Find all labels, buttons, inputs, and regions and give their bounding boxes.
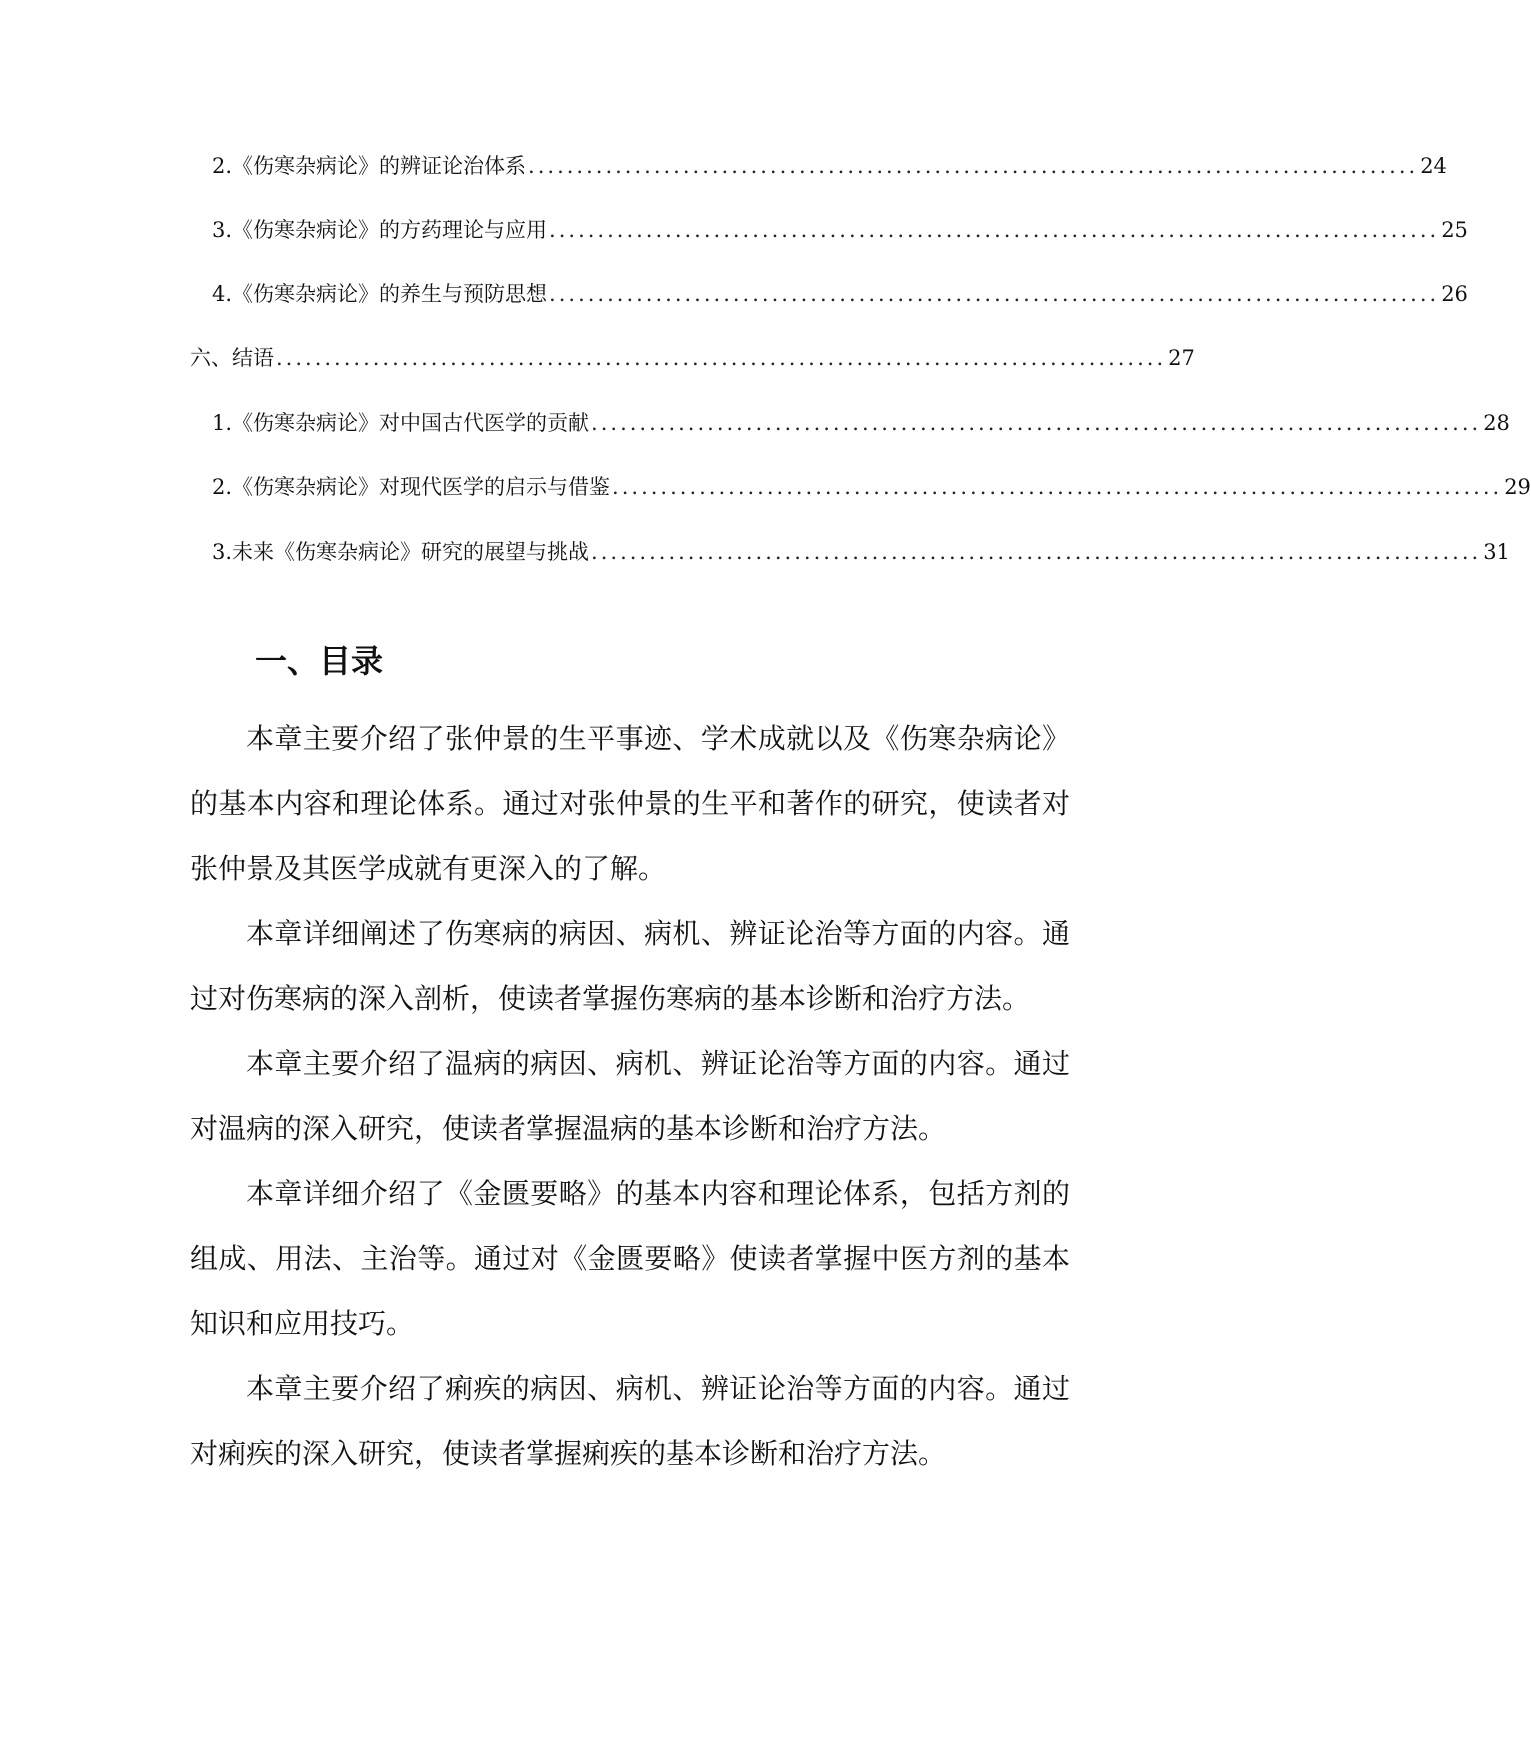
body-paragraph: 本章主要介绍了温病的病因、病机、辨证论治等方面的内容。通过对温病的深入研究，使读者掌握温病的基本诊断和治疗方法。: [190, 1047, 1070, 1145]
toc-entry[interactable]: [212, 150, 1447, 186]
toc-entry-page: 25: [1441, 218, 1468, 242]
toc-entry-title: 《伤寒杂病论》的养生与预防思想: [232, 282, 548, 306]
section-heading: 一、目录: [255, 642, 384, 680]
toc-entry[interactable]: [212, 407, 1510, 443]
toc-entry-title: 《伤寒杂病论》对现代医学的启示与借鉴: [232, 475, 611, 499]
section-body: [190, 706, 1070, 1486]
toc-entry-number: 3.: [212, 540, 233, 564]
toc-entry-title: 《伤寒杂病论》对中国古代医学的贡献: [232, 411, 590, 435]
toc-entry-number: 2.: [212, 475, 233, 499]
toc-entry[interactable]: [212, 471, 1531, 507]
toc-entry-number: 4.: [212, 282, 233, 306]
toc-entry-chapter[interactable]: [190, 342, 1195, 378]
toc-entry-number: 2.: [212, 154, 233, 178]
body-paragraph: 本章详细阐述了伤寒病的病因、病机、辨证论治等方面的内容。通过对伤寒病的深入剖析，使读者掌握伤寒病的基本诊断和治疗方法。: [190, 917, 1070, 1015]
toc-dot-leader: ............................................................................................: [276, 346, 1167, 370]
toc-entry[interactable]: [212, 214, 1468, 250]
toc-entry-page: 31: [1483, 540, 1510, 564]
toc-entry-page: 24: [1420, 154, 1447, 178]
toc-dot-leader: ............................................................................................: [549, 218, 1440, 242]
toc-dot-leader: ............................................................................................: [612, 475, 1503, 499]
toc-dot-leader: ............................................................................................: [591, 411, 1482, 435]
toc-entry-page: 27: [1168, 346, 1195, 370]
body-paragraph: 本章详细介绍了《金匮要略》的基本内容和理论体系，包括方剂的组成、用法、主治等。通过对《金匮要略》使读者掌握中医方剂的基本知识和应用技巧。: [190, 1177, 1070, 1340]
toc-entry-number: 1.: [212, 411, 233, 435]
toc-entry-title: 未来《伤寒杂病论》研究的展望与挑战: [232, 540, 590, 564]
body-paragraph: 本章主要介绍了张仲景的生平事迹、学术成就以及《伤寒杂病论》的基本内容和理论体系。通过对张仲景的生平和著作的研究，使读者对张仲景及其医学成就有更深入的了解。: [190, 722, 1070, 885]
body-paragraph: 本章主要介绍了痢疾的病因、病机、辨证论治等方面的内容。通过对痢疾的深入研究，使读者掌握痢疾的基本诊断和治疗方法。: [190, 1372, 1070, 1470]
toc-entry-number: 3.: [212, 218, 233, 242]
toc-entry-page: 28: [1483, 411, 1510, 435]
toc-entry-page: 26: [1441, 282, 1468, 306]
toc-entry-page: 29: [1504, 475, 1531, 499]
toc-entry-title: 《伤寒杂病论》的方药理论与应用: [232, 218, 548, 242]
toc-entry[interactable]: [212, 536, 1510, 572]
toc-entry-title: 《伤寒杂病论》的辨证论治体系: [232, 154, 527, 178]
toc-entry-title: 六、结语: [190, 346, 274, 370]
toc-entry[interactable]: [212, 278, 1468, 314]
toc-dot-leader: ............................................................................................: [528, 154, 1419, 178]
toc-dot-leader: ............................................................................................: [591, 540, 1482, 564]
toc-dot-leader: ............................................................................................: [549, 282, 1440, 306]
